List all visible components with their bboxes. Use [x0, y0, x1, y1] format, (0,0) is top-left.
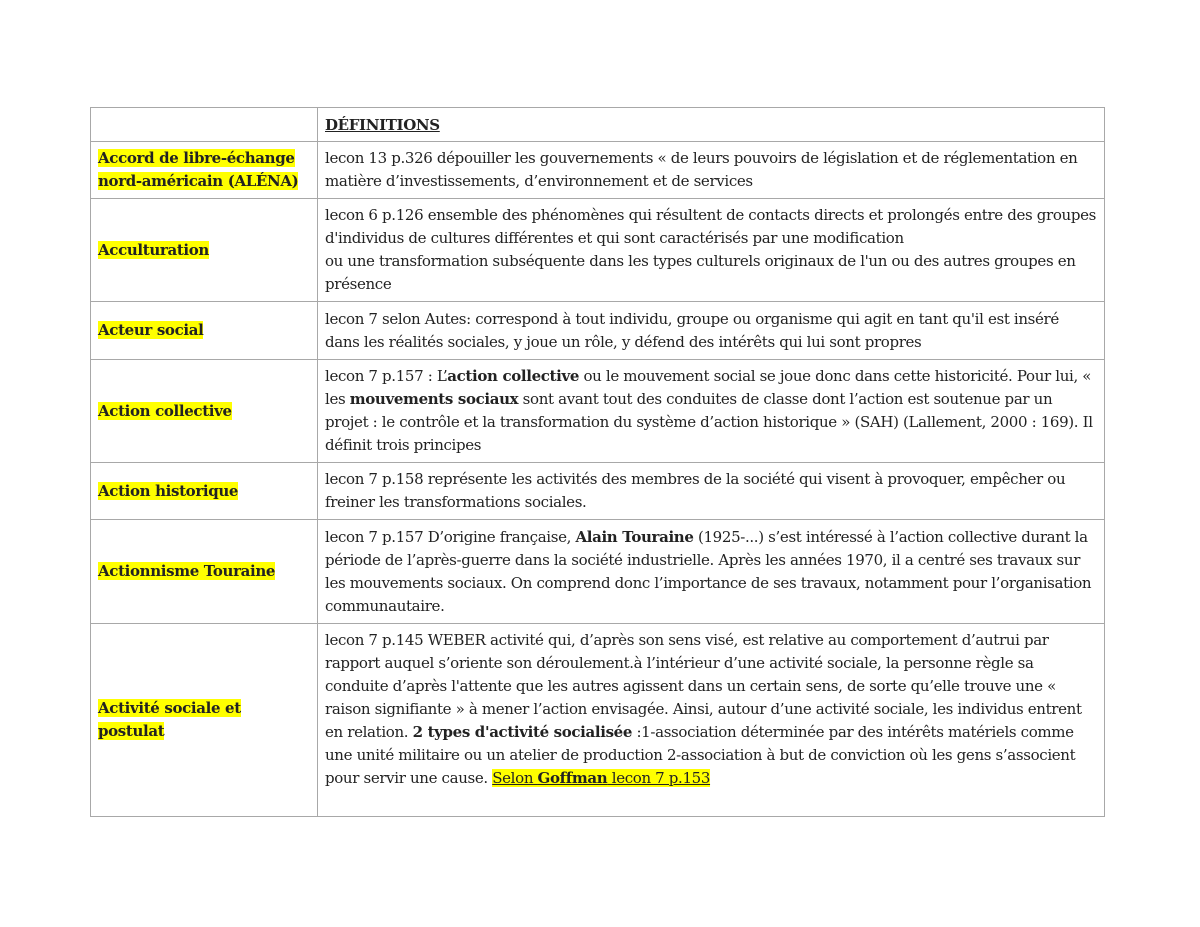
definition-text: ou une transformation subséquente dans les types culturels originaux de l'un ou des autres groupes en présence	[325, 252, 1076, 293]
term-label: Action collective	[98, 401, 232, 420]
definition-cell: lecon 7 selon Autes: correspond à tout individu, groupe ou organisme qui agit en tant qu'il est inséré dans les réalités sociales, y joue un rôle, y défend des intérêts qui lui sont propres	[318, 302, 1105, 360]
term-cell	[91, 520, 318, 624]
term-label: Acteur social	[98, 321, 204, 339]
term-label: Activité sociale et postulat	[98, 699, 241, 740]
link-text: lecon 7 p.153	[607, 768, 711, 787]
term-cell	[91, 142, 318, 199]
definition-text: sont avant tout des conduites de classe dont l’action est soutenue par un projet : le contrôle et la transformation du système d’action historique » (SAH) (Lallement, 2000 : 169). Il définit trois principes	[325, 390, 1093, 454]
definition-cell	[318, 360, 1105, 463]
definition-bold: mouvements sociaux	[349, 390, 519, 408]
term-label: Accord de libre-échange nord-américain (ALÉNA)	[98, 149, 299, 190]
table-row	[91, 463, 1105, 520]
table-row	[91, 624, 1105, 817]
term-cell	[91, 360, 318, 463]
table-row	[91, 360, 1105, 463]
table-header-row	[91, 108, 1105, 142]
definition-cell	[318, 624, 1105, 817]
term-label: Actionnisme Touraine	[98, 562, 276, 580]
table-row	[91, 142, 1105, 199]
definition-text: lecon 6 p.126 ensemble des phénomènes qui résultent de contacts directs et prolongés entre des groupes d'individus de cultures différentes et qui sont caractérisés par une modification	[325, 206, 1096, 247]
header-cell	[318, 108, 1105, 142]
term-cell	[91, 624, 318, 817]
definitions-table	[90, 107, 1105, 817]
link-bold: Goffman	[537, 768, 608, 787]
definition-text: :1-association déterminée par des intérêts matériels comme une unité militaire ou un atelier de production 2-association à but de conviction où les gens s’associent pour servir une cause.	[325, 722, 1076, 787]
definition-text: (1925-...) s’est intéressé à l’action collective durant la période de l’après-guerre dans la société industrielle. Après les années 1970, il a centré ses travaux sur les mouvements sociaux. On comprend donc l’importance de ses travaux, notamment pour l’organisation communautaire.	[325, 527, 1092, 615]
table-row	[91, 520, 1105, 624]
definition-bold: 2 types d'activité socialisée	[412, 722, 633, 741]
definition-bold: Alain Touraine	[575, 527, 694, 546]
link-text: Selon	[492, 768, 538, 787]
header-empty-cell	[91, 108, 318, 142]
term-label: Acculturation	[98, 240, 209, 259]
term-label: Action historique	[98, 481, 239, 500]
definition-text: ou le mouvement social se joue donc dans cette historicité. Pour lui, « les	[325, 367, 1092, 408]
table-row	[91, 302, 1105, 360]
definitions-heading: DÉFINITIONS	[325, 116, 440, 134]
term-cell	[91, 463, 318, 520]
definition-cell: lecon 7 p.158 représente les activités des membres de la société qui visent à provoquer, empêcher ou freiner les transformations sociales.	[318, 463, 1105, 520]
definition-cell: lecon 13 p.326 dépouiller les gouvernements « de leurs pouvoirs de législation et de réglementation en matière d’investissements, d’environnement et de services	[318, 142, 1105, 199]
term-cell	[91, 302, 318, 360]
table-row	[91, 199, 1105, 302]
definition-cell	[318, 520, 1105, 624]
goffman-reference-link[interactable]	[492, 769, 710, 787]
definition-cell	[318, 199, 1105, 302]
definition-text: lecon 7 p.157 : L’	[325, 367, 448, 385]
definition-text: lecon 7 p.157 D’origine française,	[325, 527, 576, 546]
definition-bold: action collective	[447, 367, 580, 385]
definition-text: lecon 7 p.145 WEBER activité qui, d’après son sens visé, est relative au comportement d’autrui par rapport auquel s’oriente son déroulement.à l’intérieur d’une activité sociale, la personne règle sa conduite d’après l'attente que les autres agissent dans un certain sens, de sorte qu’elle trouve une « raison signifiante » à mener l’action envisagée. Ainsi, autour d’une activité sociale, les individus entrent en relation.	[325, 630, 1082, 741]
term-cell	[91, 199, 318, 302]
